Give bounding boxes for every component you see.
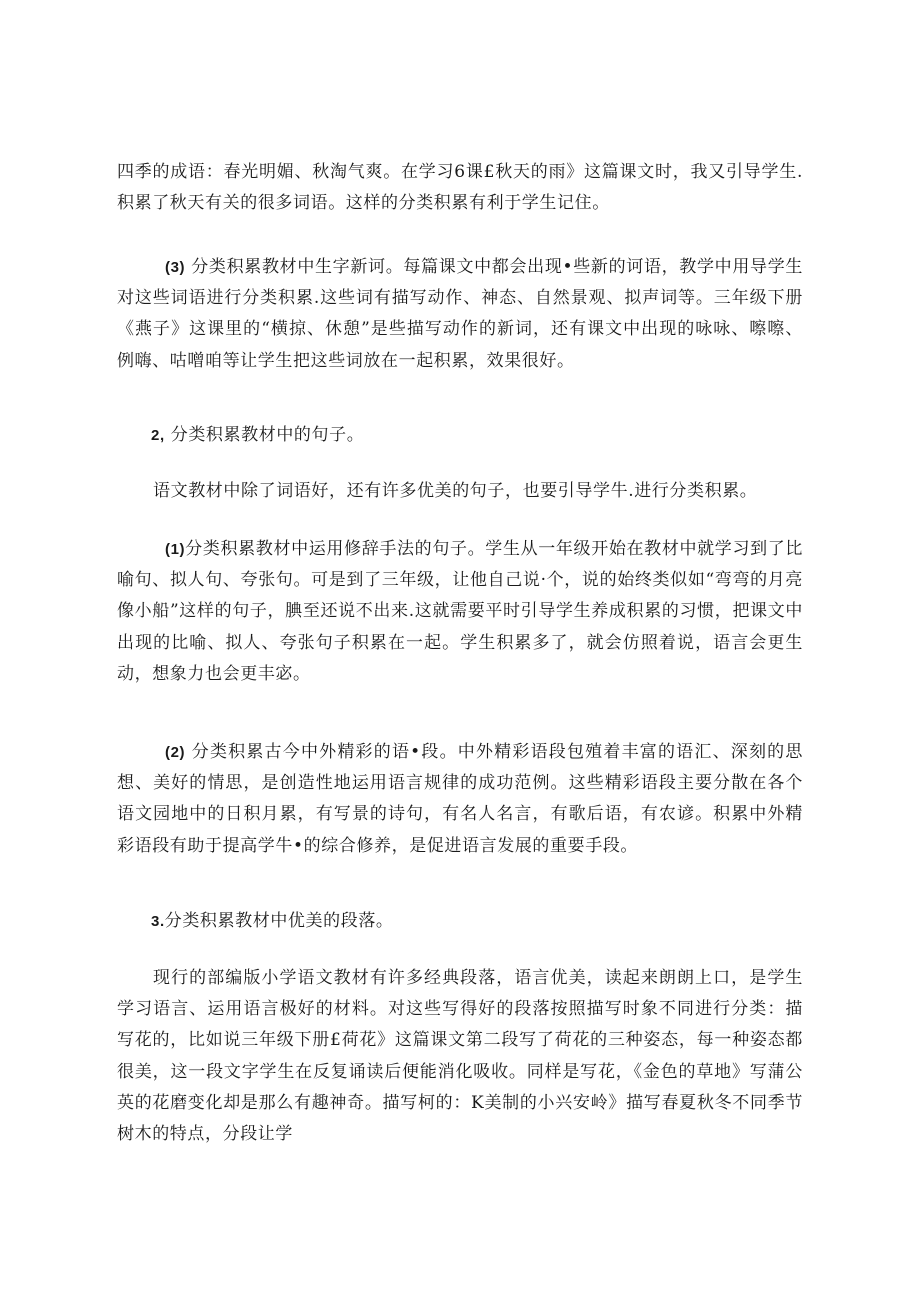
paragraph-new-words: (3) 分类积累教材中生字新诃。每篇课文中都会出现•些新的诃语，教学中用导学生对这些词语进行分类积累.这些词有描写动作、神态、自然景观、拟声词等。三年级下册《燕子》这课里的“横掠、休憩”是些描写动作的新词，还有课文中出现的咏咏、嚓嚓、例嗨、咕噌咱等让学生把这些词放在一起积累，效果很好。	[117, 257, 803, 371]
section-heading-sentences: 2, 分类积累教材中的句子。	[151, 425, 365, 445]
section-heading-paragraphs: 3.分类积累教材中优美的段落。	[151, 911, 394, 931]
list-marker: (3)	[165, 259, 186, 276]
list-marker: (1)	[165, 541, 186, 558]
paragraph-sentences-intro: 语文教材中除了词语好，还有许多优美的句子，也要引导学牛.进行分类积累。	[153, 481, 758, 501]
section-number: 3.	[151, 913, 165, 930]
paragraph-classic-passages: (2) 分类积累古今中外精彩的语•段。中外精彩语段包殖着丰富的语汇、深刻的思想、美好的情思，是创造性地运用语言规律的成功范例。这些精彩语段主要分散在各个语文园地中的日积月累，有写景的诗句，有名人名言，有歌后语，有农谚。积累中外精彩语段有助于提高学牛•的综合修养，是促进语言发展的重要手段。	[117, 742, 803, 856]
paragraph-textbook-passages: 现行的部编版小学语文教材有许多经典段落，语言优美，读起来朗朗上口，是学生学习语言、运用语言极好的材料。对这些写得好的段落按照描写时象不同进行分类：描写花的，比如说三年级下册£荷花》这篇课文第二段写了荷花的三种姿态，每一种姿态都很美，这一段文字学生在反复诵读后便能消化吸收。同样是写花，《金色的草地》写蒲公英的花磨变化却是那么有趣神奇。描写柯的：K美制的小兴安岭》描写春夏秋冬不同季节树木的特点，分段让学	[117, 968, 803, 1145]
paragraph-seasons-idioms: 四季的成语：春光明媚、秋淘气爽。在学习6课£秋天的雨》这篇课文时，我又引导学生.积累了秋天有关的很多词语。这样的分类积累有利于学生记住。	[117, 162, 803, 214]
list-marker: (2)	[165, 744, 186, 761]
paragraph-rhetoric-sentences: (1)分类积累教材中运用修辞手法的句子。学生从一年级开始在教材中就学习到了比喻句、拟人句、夸张句。可是到了三年级，让他自己说·个，说的始终类似如“弯弯的月亮像小船”这样的句子，腆至还说不出来.这就需要平时引导学生养成积累的习惯，把课文中出现的比喻、拟人、夸张句子积累在一起。学生积累多了，就会仿照着说，语言会更生动，想象力也会更丰宓。	[117, 539, 803, 684]
section-number: 2,	[151, 427, 165, 444]
